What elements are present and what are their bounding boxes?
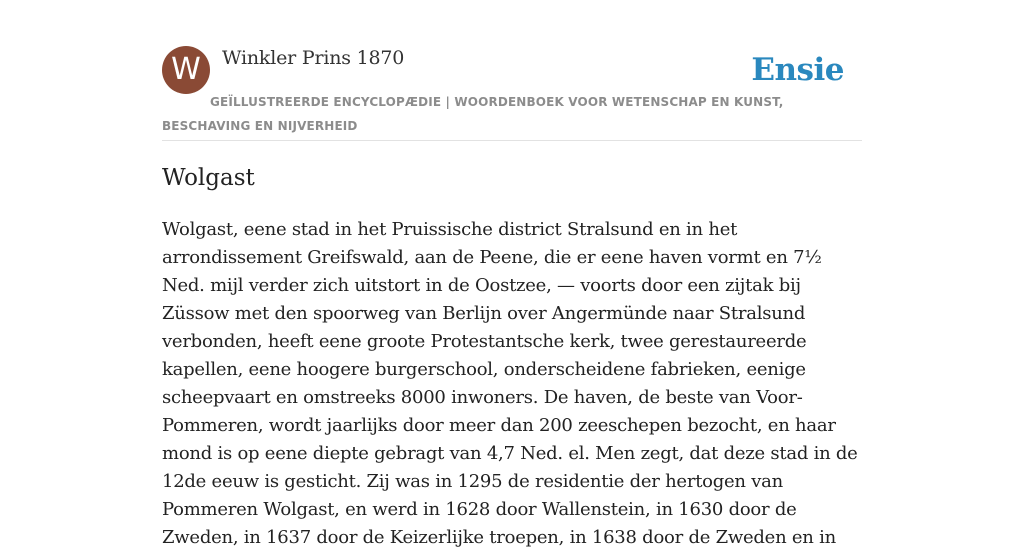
ensie-logo[interactable]: Ensie xyxy=(751,52,844,88)
source-header xyxy=(162,46,862,141)
source-subtitle: GEÏLLUSTREERDE ENCYCLOPÆDIE | WOORDENBOEK VOOR WETENSCHAP EN KUNST, BESCHAVING EN NIJVERHEID xyxy=(162,95,784,133)
entry-title: Wolgast xyxy=(162,165,255,191)
article-container xyxy=(162,46,862,548)
source-avatar[interactable]: W xyxy=(162,46,210,94)
source-title-link[interactable]: Winkler Prins 1870 xyxy=(222,47,405,69)
entry-body: Wolgast, eene stad in het Pruissische district Stralsund en in het arrondissement Greifswald, aan de Peene, die er eene haven vormt en 7½ Ned. mijl verder zich uitstort in de Oostzee, — voorts door een zijtak bij Züssow met den spoorweg van Berlijn over Angermünde naar Stralsund verbonden, heeft eene groote Protestantsche kerk, twee gerestaureerde kapellen, eene hoogere burgerschool, onderscheidene fabrieken, eenige scheepvaart en omstreeks 8000 inwoners. De haven, de beste van Voor-Pommeren, wordt jaarlijks door meer dan 200 zeeschepen bezocht, en haar mond is op eene diepte gebragt van 4,7 Ned. el. Men zegt, dat deze stad in de 12de eeuw is gesticht. Zij was in 1295 de residentie der hertogen van Pommeren Wolgast, en werd in 1628 door Wallenstein, in 1630 door de Zweden, in 1637 door de Keizerlijke troepen, in 1638 door de Zweden en in xyxy=(162,219,858,548)
